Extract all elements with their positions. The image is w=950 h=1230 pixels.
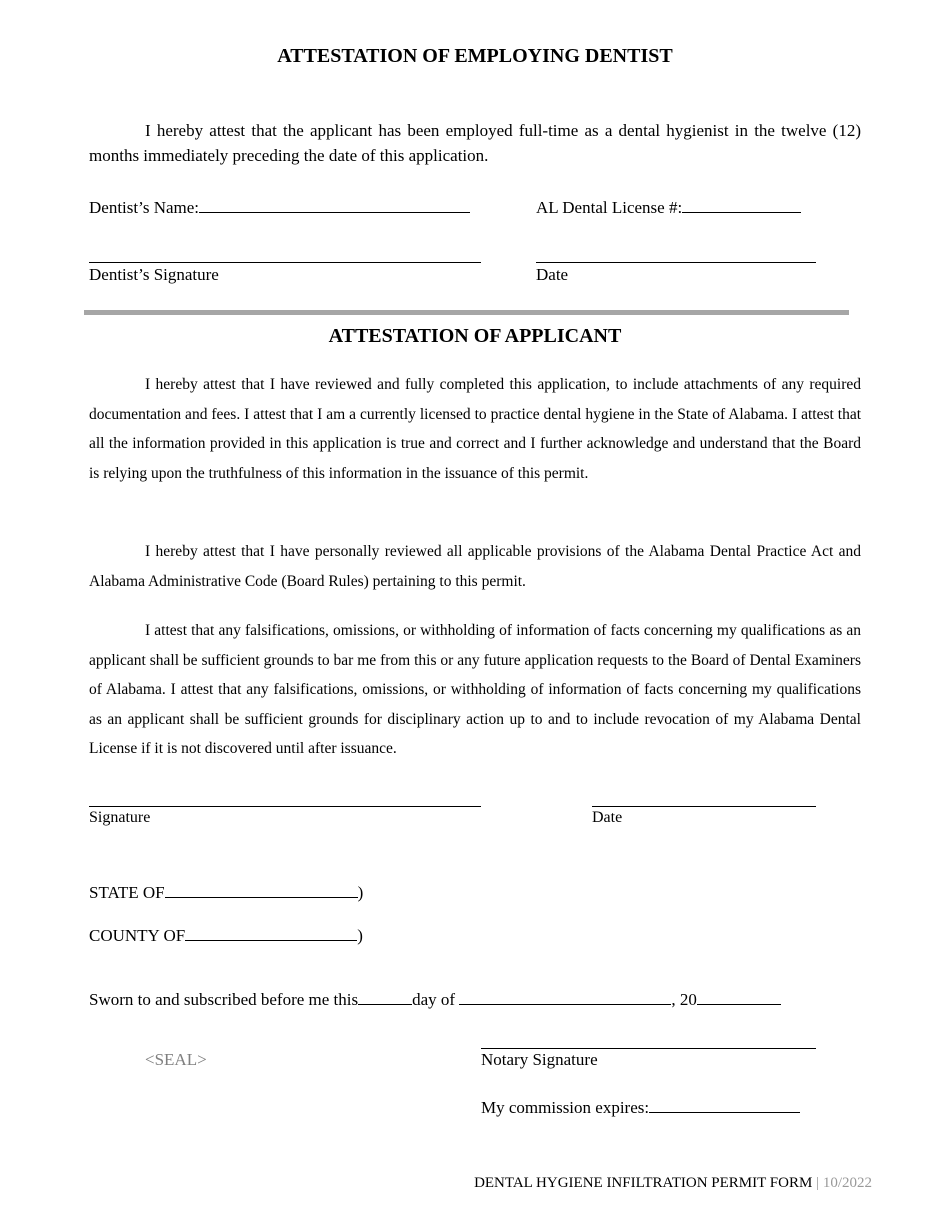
applicant-paragraph-2: I hereby attest that I have personally reviewed all applicable provisions of the Alabama Dental Practice Act and Alabama Administrative Code (Board Rules) pertaining to this permit. xyxy=(89,543,861,590)
applicant-date-line[interactable] xyxy=(592,806,816,807)
notary-signature-label: Notary Signature xyxy=(481,1050,598,1069)
employing-dentist-title: ATTESTATION OF EMPLOYING DENTIST xyxy=(277,45,673,67)
applicant-signature-line[interactable] xyxy=(89,806,481,807)
applicant-paragraph-3: I attest that any falsifications, omissions, or withholding of information of facts concerning my qualifications as an applicant shall be sufficient grounds to bar me from this or any future application requests to the Board of Dental Examiners of Alabama. I attest that any falsifications, omissions, or withholding of information of facts concerning my qualifications as an applicant shall be sufficient grounds for disciplinary action up to and to include revocation of my Alabama Dental License if it is not discovered until after issuance. xyxy=(89,622,861,757)
dentist-signature-label: Dentist’s Signature xyxy=(89,265,219,284)
license-row xyxy=(536,194,801,218)
commission-expires-field[interactable] xyxy=(649,1094,800,1113)
dentist-name-label: Dentist’s Name: xyxy=(89,198,200,217)
section-divider xyxy=(84,310,849,315)
sworn-row xyxy=(89,986,781,1010)
county-close-paren: ) xyxy=(357,926,363,945)
commission-label: My commission expires: xyxy=(481,1098,650,1117)
state-label: STATE OF xyxy=(89,883,165,902)
dentist-date-label: Date xyxy=(536,265,569,284)
sworn-text: Sworn to and subscribed before me this xyxy=(89,990,359,1009)
month-field[interactable] xyxy=(459,986,671,1005)
county-label: COUNTY OF xyxy=(89,926,186,945)
footer-separator: | xyxy=(816,1175,820,1191)
day-of-text: day of xyxy=(412,990,456,1009)
employing-dentist-statement: I hereby attest that the applicant has been employed full-time as a dental hygienist in the twelve (12) months immediately preceding the date of this application. xyxy=(89,121,861,165)
applicant-signature-label: Signature xyxy=(89,809,151,826)
county-row xyxy=(89,922,363,946)
dentist-date-line[interactable] xyxy=(536,262,816,263)
applicant-date-label: Date xyxy=(592,809,623,826)
dentist-name-field[interactable] xyxy=(199,194,470,213)
commission-row xyxy=(481,1094,800,1118)
footer-form-name: DENTAL HYGIENE INFILTRATION PERMIT FORM xyxy=(474,1175,813,1191)
state-close-paren: ) xyxy=(357,883,364,902)
license-label: AL Dental License #: xyxy=(536,198,683,217)
license-number-field[interactable] xyxy=(682,194,801,213)
dentist-name-row xyxy=(89,194,470,218)
dentist-signature-line[interactable] xyxy=(89,262,481,263)
state-field[interactable] xyxy=(165,879,358,898)
notary-signature-line[interactable] xyxy=(481,1048,816,1049)
applicant-title: ATTESTATION OF APPLICANT xyxy=(328,325,622,347)
year-prefix-text: , 20 xyxy=(671,990,697,1009)
applicant-paragraph-1: I hereby attest that I have reviewed and fully completed this application, to include attachments of any required documentation and fees. I attest that I am a currently licensed to practice dental hygiene in the State of Alabama. I attest that all the information provided in this application is true and correct and I further acknowledge and understand that the Board is relying upon the truthfulness of this information in the issuance of this permit. xyxy=(89,376,861,482)
day-field[interactable] xyxy=(358,986,412,1005)
footer-version: 10/2022 xyxy=(822,1175,872,1191)
page-footer xyxy=(474,1175,872,1192)
county-field[interactable] xyxy=(185,922,357,941)
state-row xyxy=(89,879,363,903)
year-field[interactable] xyxy=(697,986,781,1005)
seal-placeholder: <SEAL> xyxy=(145,1050,207,1069)
